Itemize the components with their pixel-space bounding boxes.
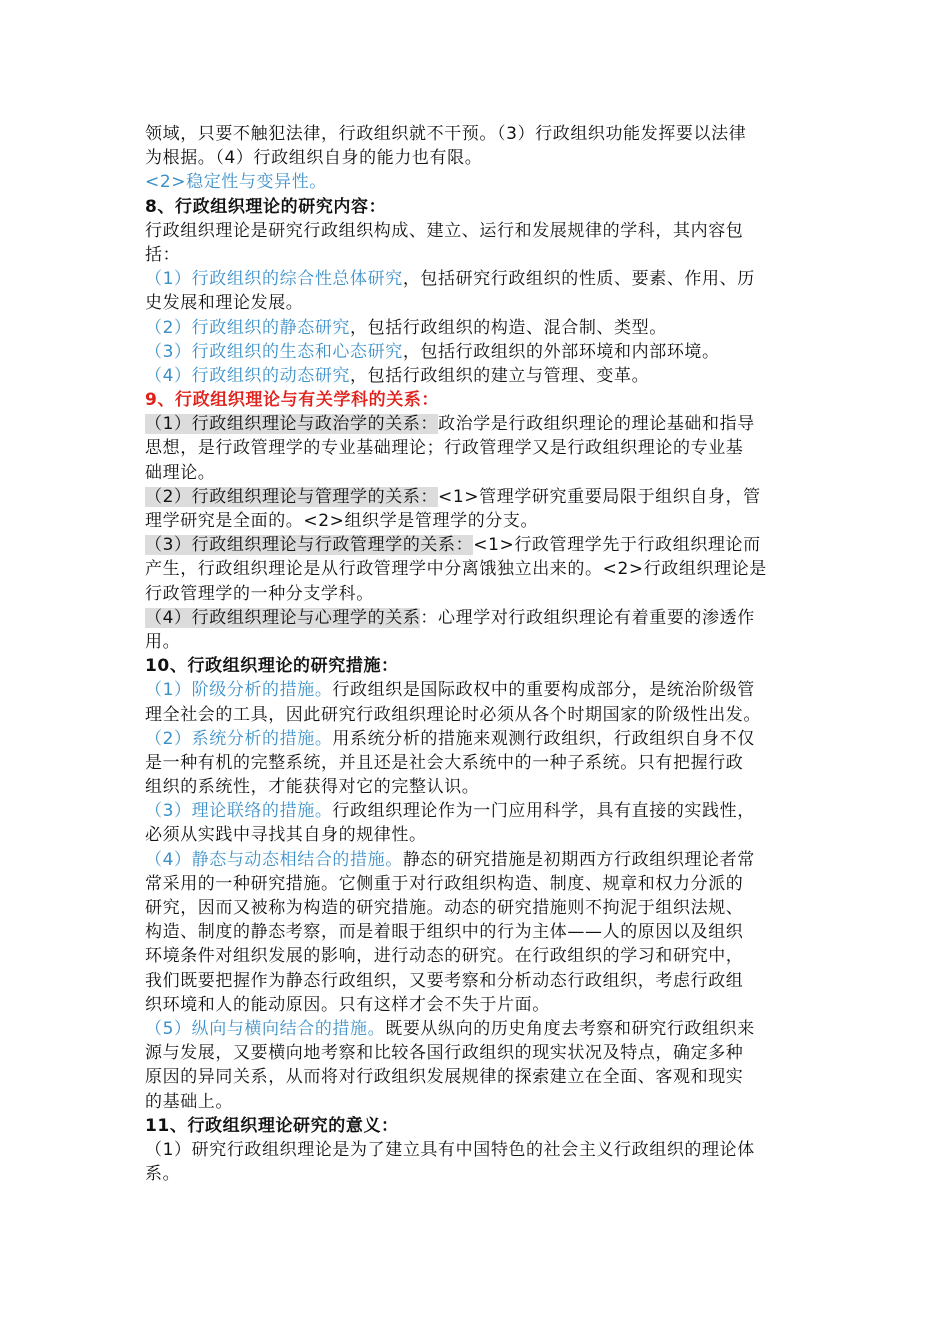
text-line: 行政组织理论是研究行政组织构成、建立、运行和发展规律的学科，其内容包 xyxy=(145,220,744,241)
item-label: （3）行政组织的生态和心态研究 xyxy=(145,341,403,362)
text-line: 为根据。（4）行政组织自身的能力也有限。 xyxy=(145,148,483,169)
section-heading-11: 11、行政组织理论研究的意义： xyxy=(145,1115,399,1136)
item-text: ，包括行政组织的建立与管理、变革。 xyxy=(350,365,650,386)
item-label: （4）行政组织理论与心理学的关系 xyxy=(145,607,421,628)
section-heading-10: 10、行政组织理论的研究措施： xyxy=(145,656,399,677)
item-text: 静态的研究措施是初期西方行政组织理论者常 xyxy=(402,849,755,870)
text-line: 组织的系统性，才能获得对它的完整认识。 xyxy=(145,777,480,798)
text-line: 必须从实践中寻找其自身的规律性。 xyxy=(145,825,427,846)
item-text: 用系统分析的措施来观测行政组织，行政组织自身不仅 xyxy=(332,728,755,749)
item-label: （5）纵向与横向结合的措施。 xyxy=(145,1018,386,1039)
item-text: <1>管理学研究重要局限于组织自身，管 xyxy=(438,486,761,507)
list-item xyxy=(145,1017,815,1041)
text-line: <2>稳定性与变异性。 xyxy=(145,172,327,193)
text-line: 理学研究是全面的。<2>组织学是管理学的分支。 xyxy=(145,511,539,531)
text-line: 织环境和人的能动原因。只有这样才会不失于片面。 xyxy=(145,994,550,1015)
item-label: （2）行政组织理论与管理学的关系： xyxy=(145,486,439,507)
text-line: （1）研究行政组织理论是为了建立具有中国特色的社会主义行政组织的理论体 xyxy=(145,1139,755,1160)
section-heading-8: 8、行政组织理论的研究内容： xyxy=(145,196,387,217)
list-item xyxy=(145,533,815,557)
text-line: 源与发展，又要横向地考察和比较各国行政组织的现实状况及特点，确定多种 xyxy=(145,1043,744,1064)
list-item xyxy=(145,316,815,340)
text-line: 环境条件对组织发展的影响，进行动态的研究。在行政组织的学习和研究中， xyxy=(145,946,744,967)
item-text: ，包括行政组织的外部环境和内部环境。 xyxy=(402,341,720,362)
list-item xyxy=(145,364,815,388)
text-line: 常采用的一种研究措施。它侧重于对行政组织构造、制度、规章和权力分派的 xyxy=(145,873,744,894)
text-line: 史发展和理论发展。 xyxy=(145,293,304,314)
list-item xyxy=(145,799,815,823)
list-item xyxy=(145,267,815,291)
document-page xyxy=(145,122,815,1186)
list-item xyxy=(145,606,815,630)
text-line: 理全社会的工具，因此研究行政组织理论时必须从各个时期国家的阶级性出发。 xyxy=(145,704,761,725)
item-label: （2）行政组织的静态研究 xyxy=(145,317,351,338)
text-line: 行政管理学的一种分支学科。 xyxy=(145,583,374,604)
item-label: （3）行政组织理论与行政管理学的关系： xyxy=(145,535,474,556)
item-label: （3）理论联络的措施。 xyxy=(145,801,333,822)
item-text: 政治学是行政组织理论的理论基础和指导 xyxy=(438,414,755,435)
text-line: 系。 xyxy=(145,1164,181,1185)
text-line: 用。 xyxy=(145,631,181,652)
text-line: 我们既要把握作为静态行政组织，又要考察和分析动态行政组织，考虑行政组 xyxy=(145,970,744,991)
item-text: 行政组织理论作为一门应用科学，具有直接的实践性， xyxy=(332,801,755,822)
item-label: （1）阶级分析的措施。 xyxy=(145,680,333,701)
text-line: 的基础上。 xyxy=(145,1091,233,1112)
item-text: ，包括行政组织的构造、混合制、类型。 xyxy=(350,317,667,338)
item-label: （1）行政组织理论与政治学的关系： xyxy=(145,414,439,435)
item-text: 行政组织是国际政权中的重要构成部分，是统治阶级管 xyxy=(332,680,755,701)
text-line: 括： xyxy=(145,244,181,265)
list-item xyxy=(145,727,815,751)
list-item xyxy=(145,340,815,364)
item-text: ，包括研究行政组织的性质、要素、作用、历 xyxy=(402,269,755,290)
item-label: （4）行政组织的动态研究 xyxy=(145,365,351,386)
item-text: <1>行政管理学先于行政组织理论而 xyxy=(473,535,761,556)
item-label: （2）系统分析的措施。 xyxy=(145,728,333,749)
section-heading-9: 9、行政组织理论与有关学科的关系： xyxy=(145,390,440,411)
item-text: 既要从纵向的历史角度去考察和研究行政组织来 xyxy=(385,1018,755,1039)
text-line: 原因的异同关系，从而将对行政组织发展规律的探索建立在全面、客观和现实 xyxy=(145,1067,744,1088)
text-line: 构造、制度的静态考察，而是着眼于组织中的行为主体——人的原因以及组织 xyxy=(145,922,744,943)
text-line: 础理论。 xyxy=(145,462,216,483)
list-item xyxy=(145,848,815,872)
text-line: 研究，因而又被称为构造的研究措施。动态的研究措施则不拘泥于组织法规、 xyxy=(145,898,744,918)
item-label: （1）行政组织的综合性总体研究 xyxy=(145,269,403,290)
list-item xyxy=(145,678,815,702)
list-item xyxy=(145,412,815,436)
text-line: 领域，只要不触犯法律，行政组织就不干预。（3）行政组织功能发挥要以法律 xyxy=(145,124,747,144)
text-line: 产生，行政组织理论是从行政管理学中分离饿独立出来的。<2>行政组织理论是 xyxy=(145,559,767,580)
list-item xyxy=(145,485,815,509)
item-label: （4）静态与动态相结合的措施。 xyxy=(145,849,403,870)
item-text: ：心理学对行政组织理论有着重要的渗透作 xyxy=(420,607,755,628)
text-line: 是一种有机的完整系统，并且还是社会大系统中的一种子系统。只有把握行政 xyxy=(145,752,744,773)
text-line: 思想，是行政管理学的专业基础理论；行政管理学又是行政组织理论的专业基 xyxy=(145,438,744,459)
